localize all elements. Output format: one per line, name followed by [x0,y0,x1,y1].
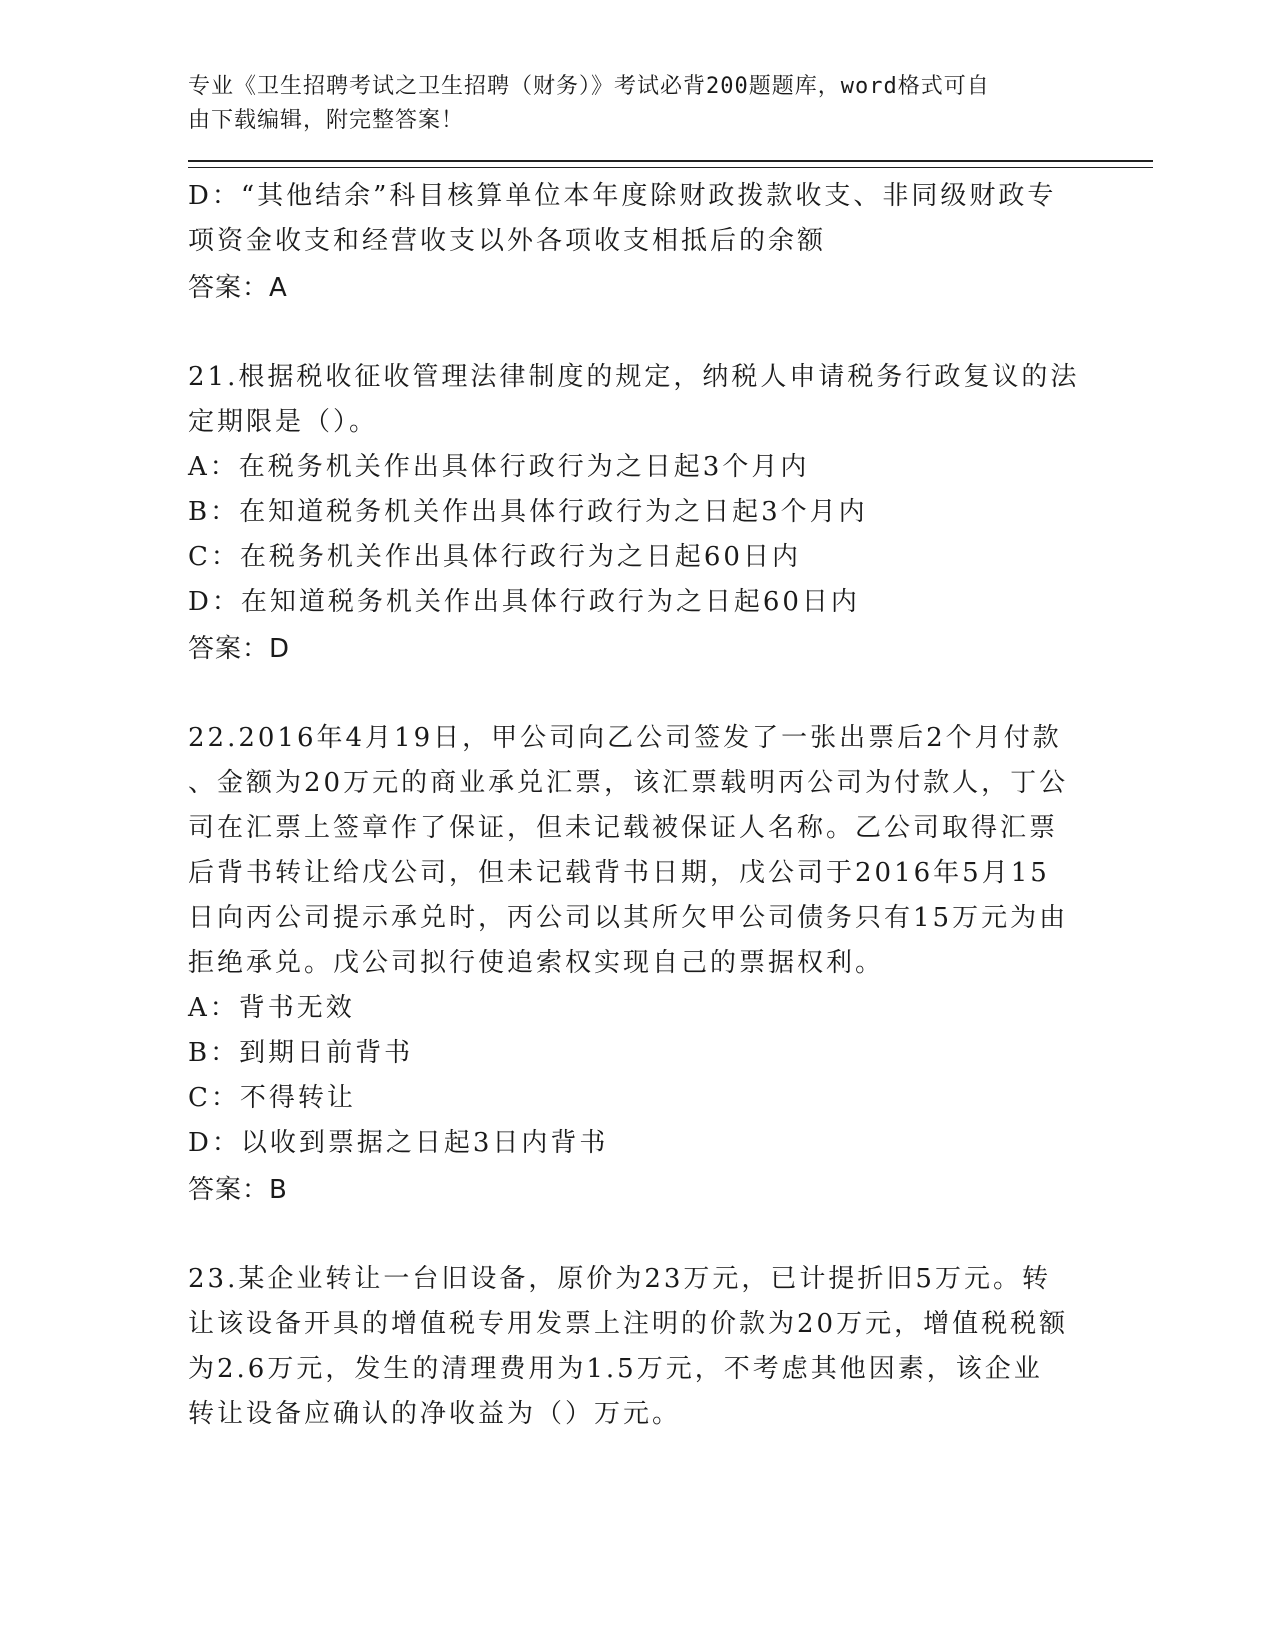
header-line-2: 由下载编辑，附完整答案！ [188,108,465,133]
question-stem-line: 让该设备开具的增值税专用发票上注明的价款为20万元，增值税税额 [188,1309,1069,1339]
option-d-line-1: D：“其他结余”科目核算单位本年度除财政拨款收支、非同级财政专 [188,181,1057,211]
option-c: C：不得转让 [188,1083,356,1113]
document-page [188,70,1153,1437]
option-a: A：在税务机关作出具体行政行为之日起3个月内 [188,452,810,482]
question-stem-line: 转让设备应确认的净收益为（）万元。 [188,1399,682,1429]
spacer [188,312,1153,355]
question-content [188,174,1153,1437]
spacer [188,673,1153,716]
header-divider [188,160,1153,168]
question-stem-line: 拒绝承兑。戊公司拟行使追索权实现自己的票据权利。 [188,948,885,978]
option-b: B：到期日前背书 [188,1038,414,1068]
header-line-1: 专业《卫生招聘考试之卫生招聘（财务）》考试必背200题题库，word格式可自 [188,74,990,99]
question-stem-line: 定期限是（）。 [188,407,379,437]
question-stem-line: 23.某企业转让一台旧设备，原价为23万元，已计提折旧5万元。转 [188,1264,1051,1294]
question-stem-line: 21.根据税收征收管理法律制度的规定，纳税人申请税务行政复议的法 [188,362,1080,392]
question-stem-line: 后背书转让给戊公司，但未记载背书日期，戊公司于2016年5月15 [188,858,1050,888]
question-stem-line: 司在汇票上签章作了保证，但未记载被保证人名称。乙公司取得汇票 [188,813,1059,843]
answer-label: 答案：A [188,273,288,303]
question-stem-line: 22.2016年4月19日，甲公司向乙公司签发了一张出票后2个月付款 [188,723,1062,753]
answer-label: 答案：B [188,1175,288,1205]
option-c: C：在税务机关作出具体行政行为之日起60日内 [188,542,801,572]
answer-label: 答案：D [188,634,291,664]
option-b: B：在知道税务机关作出具体行政行为之日起3个月内 [188,497,868,527]
option-a: A：背书无效 [188,993,355,1023]
option-d: D：在知道税务机关作出具体行政行为之日起60日内 [188,587,860,617]
question-21 [188,355,1153,673]
spacer [188,1214,1153,1257]
option-d: D：以收到票据之日起3日内背书 [188,1128,609,1158]
question-23 [188,1257,1153,1437]
document-header [188,70,1068,138]
question-stem-line: 、金额为20万元的商业承兑汇票，该汇票载明丙公司为付款人，丁公 [188,768,1069,798]
question-stem-line: 为2.6万元，发生的清理费用为1.5万元，不考虑其他因素，该企业 [188,1354,1043,1384]
prev-question-tail [188,174,1153,312]
question-22 [188,716,1153,1214]
option-d-line-2: 项资金收支和经营收支以外各项收支相抵后的余额 [188,226,827,256]
question-stem-line: 日向丙公司提示承兑时，丙公司以其所欠甲公司债务只有15万元为由 [188,903,1069,933]
